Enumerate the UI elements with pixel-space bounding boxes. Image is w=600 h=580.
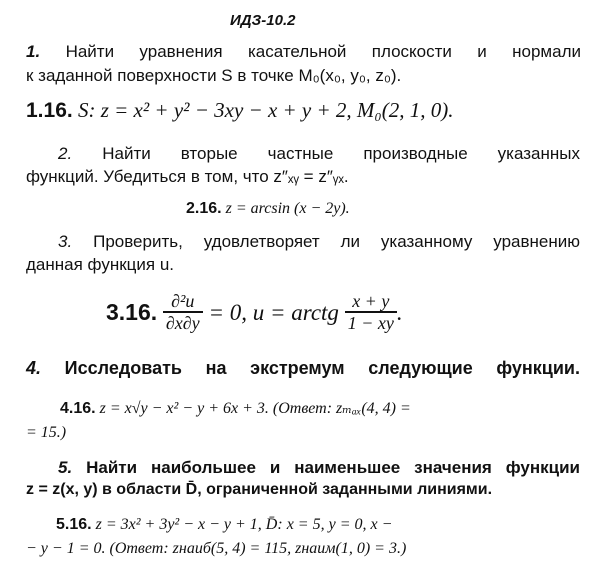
task-1-variant-number: 1.16. — [26, 99, 73, 122]
task-3-equation-middle: = 0, u = arctg — [208, 299, 339, 325]
task-3-variant-number: 3.16. — [106, 298, 158, 325]
task-4-variant-formula: z = x√y − x² − y + 6x + 3. (Ответ: zₘₐₓ(4, 4) = — [99, 400, 411, 417]
task-3-statement: Проверить, удовлетворяет ли указанному уравнению — [93, 232, 580, 251]
task-4-variant-number: 4.16. — [60, 400, 96, 417]
task-3-function-denominator: 1 − xy — [347, 312, 394, 333]
task-2-variant-number: 2.16. — [186, 200, 222, 217]
task-1-number: 1. — [26, 42, 41, 61]
task-5-text-line-1 — [58, 458, 580, 478]
task-4-variant-line-1 — [60, 398, 411, 418]
task-3-derivative-denominator: ∂x∂y — [165, 312, 200, 333]
task-2-text-line-2: функций. Убедиться в том, что z″ₓᵧ = z″ᵧₓ. — [26, 167, 349, 186]
task-2-statement: Найти вторые частные производные указанных — [102, 144, 580, 163]
task-5-variant-line-2: − y − 1 = 0. (Ответ: zнаиб(5, 4) = 115, zнаим(1, 0) = 3.) — [26, 540, 407, 557]
task-3-variant — [106, 292, 403, 333]
task-2-variant — [186, 200, 350, 218]
task-3-text-line-2: данная функция u. — [26, 255, 174, 274]
task-5-variant-formula: z = 3x² + 3y² − x − y + 1, D̄: x = 5, y = 0, x − — [95, 516, 393, 533]
task-1-variant — [26, 98, 453, 123]
task-1-statement: Найти уравнения касательной плоскости и нормали — [65, 42, 581, 61]
task-3-function-fraction — [345, 292, 397, 333]
task-1-variant-formula: S: z = x² + y² − 3xy − x + y + 2, M₀(2, 1, 0). — [77, 98, 454, 122]
task-3-derivative-fraction — [163, 292, 203, 333]
task-2-variant-formula: z = arcsin (x − 2y). — [225, 200, 350, 217]
task-5-statement: Найти наибольшее и наименьшее значения функции — [86, 458, 580, 477]
document-title: ИДЗ-10.2 — [230, 12, 296, 29]
task-3-number: 3. — [58, 232, 73, 251]
task-3-derivative-numerator: ∂²u — [163, 292, 203, 313]
task-3-text-line-1 — [58, 232, 580, 252]
task-1-text-line-1 — [26, 42, 581, 62]
task-4-number: 4. — [26, 358, 42, 378]
task-2-number: 2. — [58, 144, 73, 163]
task-1-text-line-2: к заданной поверхности S в точке M₀(x₀, y₀, z₀). — [26, 66, 402, 85]
task-2-text-line-1 — [58, 144, 580, 164]
task-5-text-line-2: z = z(x, y) в области D̄, ограниченной заданными линиями. — [26, 481, 493, 498]
task-4-text-line-1 — [26, 358, 580, 379]
task-4-variant-line-2: = 15.) — [26, 424, 67, 441]
task-5-variant-number: 5.16. — [56, 516, 92, 533]
task-5-variant-line-1 — [56, 516, 392, 534]
task-5-number: 5. — [58, 458, 73, 477]
task-3-equation-end: . — [396, 299, 403, 325]
task-4-statement: Исследовать на экстремум следующие функции. — [64, 358, 580, 378]
task-3-function-numerator: x + y — [345, 292, 397, 313]
